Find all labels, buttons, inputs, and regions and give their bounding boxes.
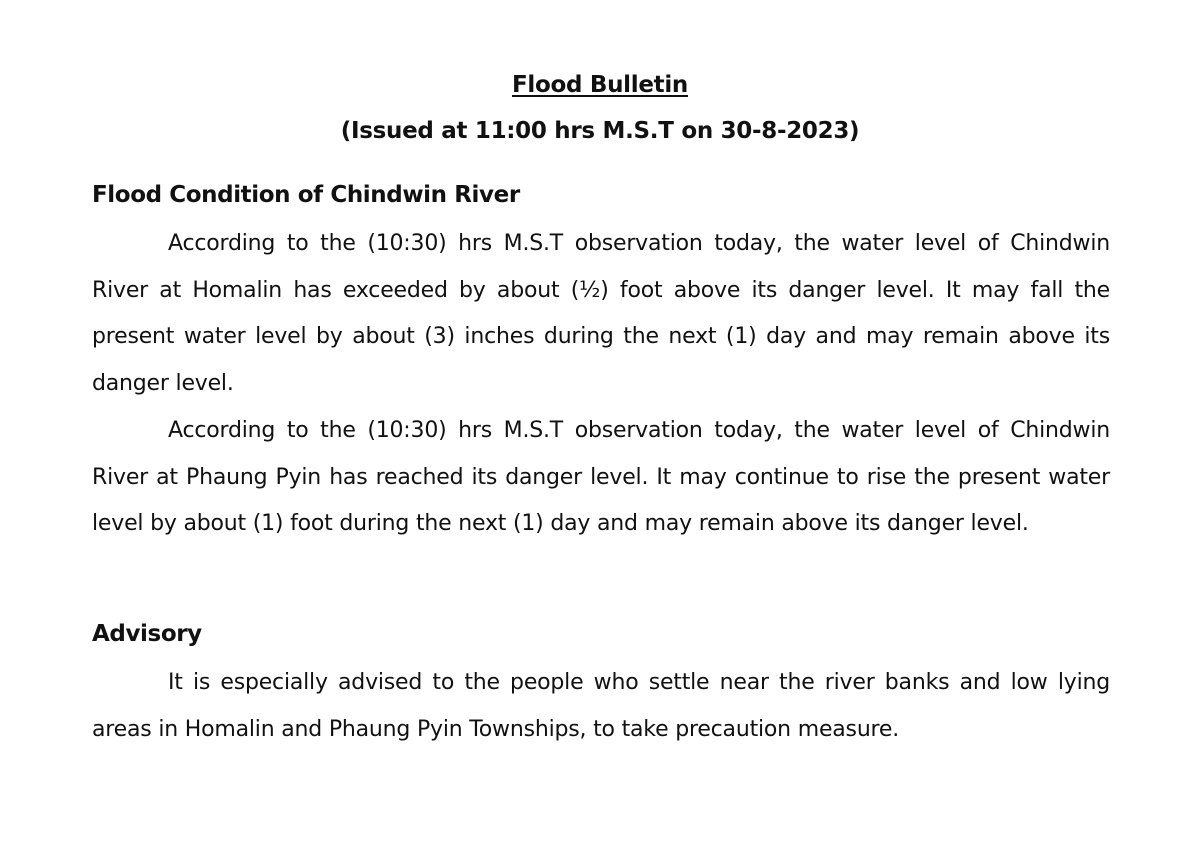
issue-info: (Issued at 11:00 hrs M.S.T on 30-8-2023): [340, 118, 860, 144]
flood-condition-heading: Flood Condition of Chindwin River: [92, 182, 520, 208]
homalin-paragraph: According to the (10:30) hrs M.S.T observation today, the water level of Chindwin River at Homalin has exceeded by about (½) foot above its danger level. It may fall the present water level by about (3) inches during the next (1) day and may remain above its danger level.: [92, 231, 1110, 396]
phaung-pyin-paragraph: According to the (10:30) hrs M.S.T observation today, the water level of Chindwin River at Phaung Pyin has reached its danger level. It may continue to rise the present water level by about (1) foot during the next (1) day and may remain above its danger level.: [92, 418, 1110, 536]
document-title: Flood Bulletin: [512, 72, 688, 98]
advisory-paragraph: It is especially advised to the people who settle near the river banks and low lying areas in Homalin and Phaung Pyin Townships, to take precaution measure.: [92, 670, 1110, 742]
advisory-heading: Advisory: [92, 621, 202, 647]
